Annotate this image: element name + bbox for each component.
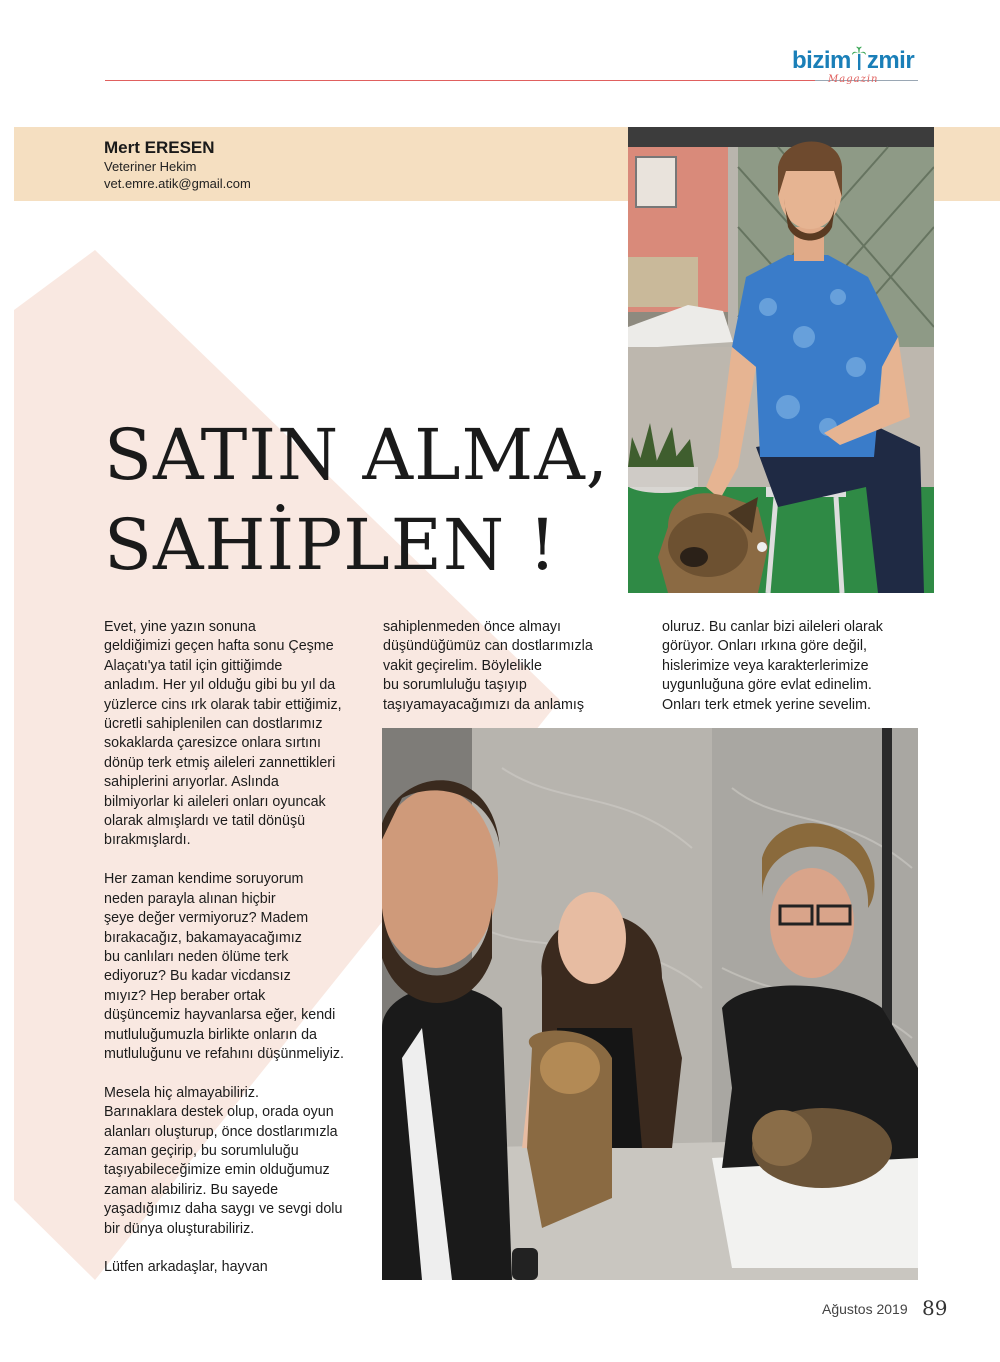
footer-issue-month: Ağustos 2019 [822, 1301, 908, 1317]
headline-line-2: SAHİPLEN ! [104, 504, 558, 586]
logo-text-second: zmir [866, 47, 915, 74]
author-role: Veteriner Hekim [104, 159, 197, 174]
article-column-2: sahiplenmeden önce almayı düşündüğümüz can dostlarımızla vakit geçirelim. Böylelikle bu sorumluluğu taşıyıp taşıyamayacağımızı da anlamış [383, 619, 593, 713]
article-column-3: oluruz. Bu canlar bizi aileleri olarak görüyor. Onları ırkına göre değil, hislerimize veya karakterlerimize uygunluğuna göre evlat edinelim. Onları terk etmek yerine sevelim. [662, 619, 883, 713]
article-column-1: Evet, yine yazın sonuna geldiğimizi geçen hafta sonu Çeşme Alaçatı'ya tatil için gittiğimde anladım. Her yıl olduğu gibi bu yıl da yüzlerce cins ırk olarak tabir ettiğimiz, ücretli sahiplenilen can dostlarımız sokaklarda çaresizce onlara sırtını dönüp terk etmiş aileleri zannettikleri sahiplerini arıyorlar. Aslında bilmiyorlar ki aileleri onları oyuncak olarak almışlardı ve tatil dönüşü bırakmışlardı. Her zaman kendime soruyorum neden parayla alınan hiçbir şeye değer vermiyoruz? Madem bırakacağız, bakamayacağımız bu canlıları neden ölüme terk ediyoruz? Bu kadar vicdansız mıyız? Hep beraber ortak düşüncemiz hayvanlarsa eğer, kendi mutluluğumuzla birlikte onların da mutluluğunu ve refahını düşünmeliyiz. Mesela hiç almayabiliriz. Barınaklara destek olup, orada oyun alanları oluşturup, önce dostlarımızla zaman geçirip, bu sorumluluğu taşıyabileceğimize emin olduğumuz zaman alabiliriz. Bu sayede yaşadığımız daha saygı ve sevgi dolu bir dünya oluşturabiliriz. Lütfen arkadaşlar, hayvan [104, 619, 345, 1276]
author-email[interactable]: vet.emre.atik@gmail.com [104, 176, 251, 191]
footer-page-number: 89 [922, 1296, 948, 1320]
photo-vet-with-dog [628, 127, 934, 593]
photo-selfie-with-dogs [382, 728, 918, 1280]
article-headline [104, 410, 609, 590]
logo-subtitle: Magazin [828, 74, 879, 85]
header-rule [105, 80, 815, 81]
magazine-logo [792, 46, 922, 92]
author-name: Mert ERESEN [104, 138, 215, 157]
headline-line-1: SATIN ALMA, [104, 414, 610, 496]
logo-text-main: bizim [792, 47, 851, 74]
palm-tree-icon [852, 46, 866, 68]
